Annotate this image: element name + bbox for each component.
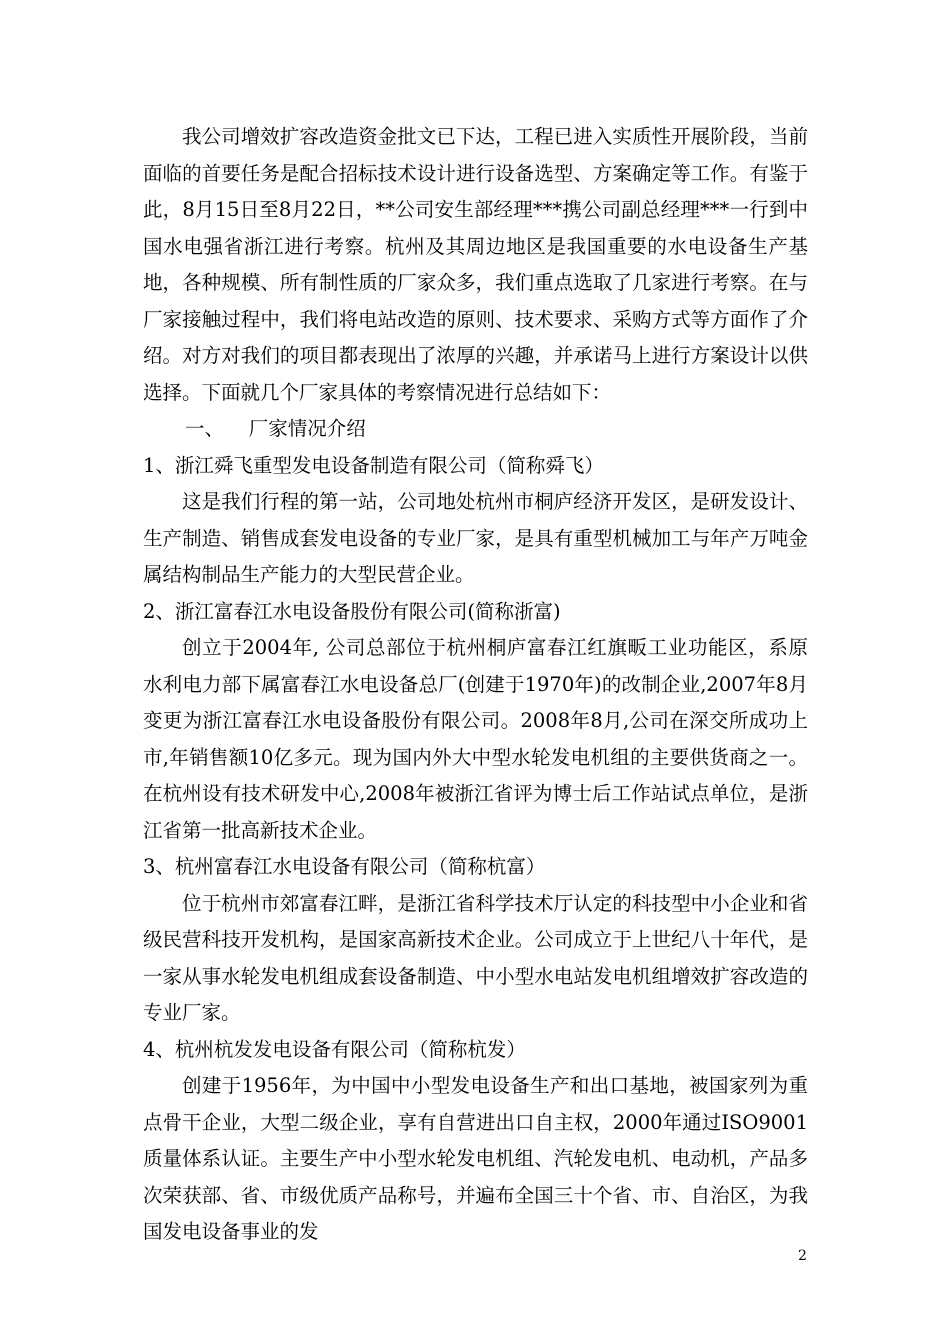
page-number: 2	[798, 1248, 807, 1264]
company-title-3: 3、杭州富春江水电设备有限公司（简称杭富）	[143, 855, 546, 878]
company-body-3: 位于杭州市郊富春江畔，是浙江省科学技术厅认定的科技型中小企业和省级民营科技开发机构，是国家高新技术企业。公司成立于上世纪八十年代，是一家从事水轮发电机组成套设备制造、中小型水电站发电机组增效扩容改造的专业厂家。	[143, 891, 808, 1024]
company-body-2: 创立于2004年, 公司总部位于杭州桐庐富春江红旗畈工业功能区，系原水利电力部下属富春江水电设备总厂(创建于1970年)的改制企业,2007年8月变更为浙江富春江水电设备股份有限公司。2008年8月,公司在深交所成功上市,年销售额10亿多元。现为国内外大中型水轮发电机组的主要供货商之一。 在杭州设有技术研发中心,2008年被浙江省评为博士后工作站试点单位，是浙江省第一批高新技术企业。	[143, 636, 808, 842]
company-body-1: 这是我们行程的第一站，公司地处杭州市桐庐经济开发区，是研发设计、生产制造、销售成套发电设备的专业厂家，是具有重型机械加工与年产万吨金属结构制品生产能力的大型民营企业。	[143, 490, 808, 586]
company-title-1: 1、浙江舜飞重型发电设备制造有限公司（简称舜飞）	[143, 453, 604, 477]
section-heading: 一、 厂家情况介绍	[185, 417, 366, 440]
company-body-4: 创建于1956年，为中国中小型发电设备生产和出口基地，被国家列为重点骨干企业，大型二级企业，享有自营进出口自主权，2000年通过ISO9001质量体系认证。主要生产中小型水轮发电机组、汽轮发电机、电动机，产品多次荣获部、省、市级优质产品称号，并遍布全国三十个省、市、自治区，为我国发电设备事业的发	[143, 1074, 808, 1243]
company-title-4: 4、杭州杭发发电设备有限公司（简称杭发）	[143, 1037, 526, 1061]
intro-paragraph: 我公司增效扩容改造资金批文已下达，工程已进入实质性开展阶段，当前面临的首要任务是配合招标技术设计进行设备选型、方案确定等工作。有鉴于此，8月15日至8月22日，**公司安生部经理***携公司副总经理***一行到中国水电强省浙江进行考察。杭州及其周边地区是我国重要的水电设备生产基地，各种规模、所有制性质的厂家众多，我们重点选取了几家进行考察。在与厂家接触过程中，我们将电站改造的原则、技术要求、采购方式等方面作了介绍。对方对我们的项目都表现出了浓厚的兴趣，并承诺马上进行方案设计以供选择。下面就几个厂家具体的考察情况进行总结如下：	[143, 125, 808, 404]
company-title-2: 2、浙江富春江水电设备股份有限公司(简称浙富)	[143, 599, 561, 623]
document-body	[143, 119, 808, 1251]
